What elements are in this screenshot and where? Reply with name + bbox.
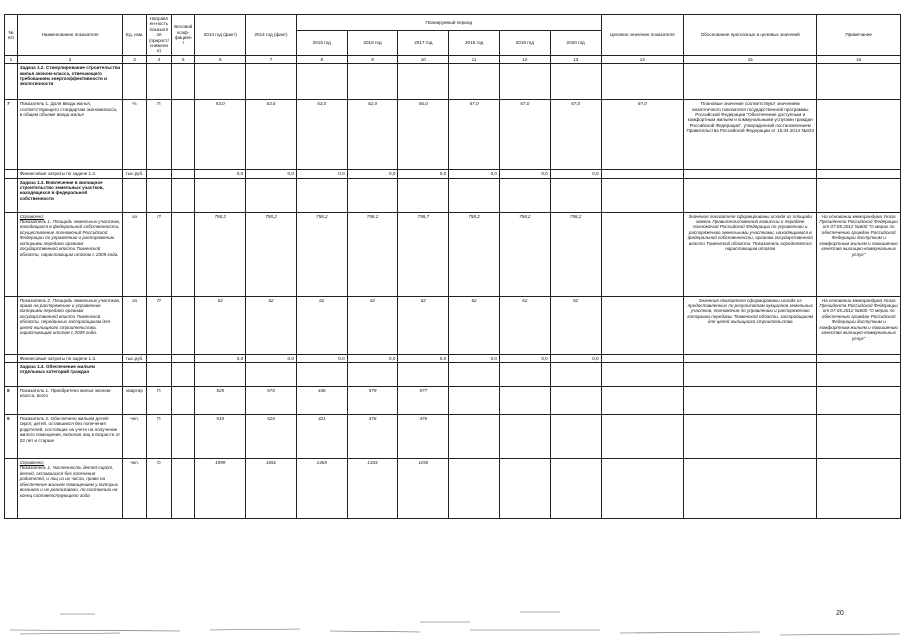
value-2017: 577 — [398, 387, 449, 415]
colnum: 10 — [398, 55, 449, 63]
direction: П — [146, 212, 171, 296]
finance-row — [5, 170, 901, 178]
value-2015: 321 — [296, 415, 347, 459]
header-justification: Обоснование прогнозных и целевых значений — [684, 15, 817, 56]
fin-2020: 0,0 — [550, 354, 601, 362]
header-name: Наименование показателя — [17, 15, 123, 56]
table-row — [5, 212, 901, 296]
value-2016: 478 — [347, 415, 398, 459]
colnum: 12 — [499, 55, 550, 63]
colnum: 15 — [684, 55, 817, 63]
header-2015: 2015 год — [296, 31, 347, 56]
colnum: 5 — [172, 55, 195, 63]
header-2017: 2017 год — [398, 31, 449, 56]
colnum: 14 — [601, 55, 684, 63]
justification: Значения показателя сформированы исходя из предоставленных по результатам аукционов земельных участков, полномочия по управлению и распоряжению которыми переданы Тюменской области, застройщикам для целей жилищного строительства — [684, 296, 817, 354]
value-2019: 67,0 — [499, 100, 550, 170]
value-2013: 758,2 — [195, 212, 246, 296]
justification: Значения показателя сформированы исходя из площади земель Правительственной комиссии о передаче полномочий Российской Федерации по управлению и распоряжению земельными участками, находящимися в федеральной собственности, органам государственной власти Тюменской области. Показатель определяется нарастающим итогом — [684, 212, 817, 296]
unit: тыс.руб. — [123, 354, 146, 362]
row-num: 7 — [5, 100, 18, 170]
table-row — [5, 100, 901, 170]
reference-label: Справочно: — [19, 460, 45, 466]
fin-2016: 0,0 — [347, 354, 398, 362]
finance-label: Финансовые затраты по задаче 1.2. — [17, 170, 123, 178]
value-2013: 1999 — [195, 459, 246, 519]
finance-row — [5, 354, 901, 362]
header-2014: 2014 год (факт) — [246, 15, 297, 56]
target-value: 67,0 — [601, 100, 684, 170]
colnum: 11 — [449, 55, 500, 63]
fin-2013: 0,0 — [195, 170, 246, 178]
header-2018: 2018 год — [449, 31, 500, 56]
value-2015: 63,0 — [296, 100, 347, 170]
direction: О — [146, 459, 171, 519]
header-planned: Планируемый период — [296, 15, 601, 31]
value-2018: 67,0 — [449, 100, 500, 170]
value-2018: 62 — [449, 296, 500, 354]
colnum: 1 — [5, 55, 18, 63]
colnum: 2 — [17, 55, 123, 63]
value-2016: 758,2 — [347, 212, 398, 296]
indicator-name: Показатель 1. Доля ввода жилья, соответствующего стандартам экономкласса, в общем объеме ввода жилья — [17, 100, 123, 170]
header-note: Примечание — [817, 15, 901, 56]
value-2020: 758,2 — [550, 212, 601, 296]
indicators-table — [4, 14, 901, 519]
direction: П — [146, 415, 171, 459]
row-num: 9 — [5, 415, 18, 459]
value-2015: 758,2 — [296, 212, 347, 296]
value-2017: 758,7 — [398, 212, 449, 296]
note: На основании меморандума Указа Президента Российской Федерации от 07.05.2012 №600 "О мерах по обеспечению граждан Российской Федерации доступным и комфортным жильем и повышению качества жилищно-коммунальных услуг" — [817, 212, 901, 296]
value-2014: 524 — [246, 415, 297, 459]
column-numbers-row — [5, 55, 901, 63]
value-2013: 62 — [195, 296, 246, 354]
fin-2020: 0,0 — [550, 170, 601, 178]
header-direction: Направлен-ность показателя (прирост/снижение) — [146, 15, 171, 56]
header-2013: 2013 год (факт) — [195, 15, 246, 56]
value-2020: 67,0 — [550, 100, 601, 170]
header-2019: 2019 год — [499, 31, 550, 56]
fin-2016: 0,0 — [347, 170, 398, 178]
task-1-3-title: Задача 1.3. Вовлечение в жилищное строительство земельных участков, находящихся в федеральной собственности — [17, 178, 123, 212]
unit: % — [123, 100, 146, 170]
fin-2014: 0,0 — [246, 170, 297, 178]
header-weight: Весовой коэф-фициент — [172, 15, 195, 56]
reference-label: Справочно: — [19, 213, 45, 219]
indicator-name: Показатель 1. Приобретено жилья эконом-класса, всего — [17, 387, 123, 415]
value-2017: 1155 — [398, 459, 449, 519]
colnum: 7 — [246, 55, 297, 63]
unit: чел. — [123, 459, 146, 519]
colnum: 3 — [123, 55, 146, 63]
fin-2014: 0,0 — [246, 354, 297, 362]
task-row — [5, 64, 901, 100]
colnum: 8 — [296, 55, 347, 63]
value-2016: 62 — [347, 296, 398, 354]
value-2017: 56,0 — [398, 100, 449, 170]
value-2013: 525 — [195, 387, 246, 415]
value-2014: 574 — [246, 387, 297, 415]
header-row-1 — [5, 15, 901, 31]
fin-2017: 0,0 — [398, 354, 449, 362]
fin-2018: 0,0 — [449, 170, 500, 178]
value-2016: 62,0 — [347, 100, 398, 170]
task-1-4-title: Задача 1.4. Обеспечение жильем отдельных категорий граждан — [17, 363, 123, 387]
value-2015: 62 — [296, 296, 347, 354]
unit: тыс.руб. — [123, 170, 146, 178]
table-row — [5, 296, 901, 354]
value-2014: 1651 — [246, 459, 297, 519]
value-2014: 63,6 — [246, 100, 297, 170]
colnum: 13 — [550, 55, 601, 63]
indicators-table-sheet — [4, 14, 901, 519]
direction: П — [146, 100, 171, 170]
justification: Плановые значения соответствуют значениям аналогичного показателя государственной программы Российской Федерации "Обеспечение доступным и комфортным жильем и коммунальными услугами граждан Российской Федерации", утвержденной постановлением Правительства Российской Федерации от 15.04.2014 №323 — [684, 100, 817, 170]
colnum: 6 — [195, 55, 246, 63]
value-2013: 510 — [195, 415, 246, 459]
unit: га — [123, 212, 146, 296]
note: На основании меморандума Указа Президента Российской Федерации от 07.05.2012 №600 "О мерах по обеспечению граждан Российской Федерации доступным и комфортным жильем и повышению качества жилищно-коммунальных услуг" — [817, 296, 901, 354]
value-2016: 1334 — [347, 459, 398, 519]
value-2019: 62 — [499, 296, 550, 354]
fin-2015: 0,0 — [296, 354, 347, 362]
value-2015: 446 — [296, 387, 347, 415]
task-1-2-title: Задача 1.2. Стимулирование строительства жилья эконом-класса, отвечающего требованиям энергоэффективности и экологичности — [17, 64, 123, 100]
unit: квартир — [123, 387, 146, 415]
task-row — [5, 178, 901, 212]
value-2017: 476 — [398, 415, 449, 459]
table-row — [5, 387, 901, 415]
value-2016: 579 — [347, 387, 398, 415]
value-2014: 62 — [246, 296, 297, 354]
value-2020: 62 — [550, 296, 601, 354]
table-row — [5, 415, 901, 459]
indicator-name: Показатель 1. Численность детей-сирот, детей, оставшихся без попечения родителей, и лиц из их числа, право на обеспечение жильем помещением у которых возникло и не реализовано, по состоянию на конец соответствующего года — [19, 465, 119, 498]
colnum: 4 — [146, 55, 171, 63]
value-2014: 758,2 — [246, 212, 297, 296]
fin-2017: 0,0 — [398, 170, 449, 178]
fin-2019: 0,0 — [499, 354, 550, 362]
value-2018: 758,2 — [449, 212, 500, 296]
header-target: Целевое значение показателя — [601, 15, 684, 56]
row-num: 8 — [5, 387, 18, 415]
header-2016: 2016 год — [347, 31, 398, 56]
indicator-name: Показатель 2. Площадь земельных участков, право на распоряжение и управление которыми передано органам государственной власти Тюменской области, переданных застройщикам для целей жилищного строительства, нарастающим итогом с 2009 года. — [17, 296, 123, 354]
value-2017: 62 — [398, 296, 449, 354]
value-2013: 53,0 — [195, 100, 246, 170]
task-row — [5, 363, 901, 387]
header-2020: 2020 год — [550, 31, 601, 56]
unit: чел. — [123, 415, 146, 459]
indicator-name: Показатель 1. Площадь земельных участков, находящихся в федеральной собственности, осуществление полномочий Российской Федерации по управлению и распоряжению которыми передано органам государственной власти Тюменской области, нарастающим итогом с 2009 года. — [19, 219, 121, 257]
direction: П — [146, 296, 171, 354]
value-2015: 1465 — [296, 459, 347, 519]
fin-2013: 0,0 — [195, 354, 246, 362]
indicator-name: Показатель 2. Обеспечено жильем детей-сирот, детей, оставшихся без попечения родителей, состоящих на учете на получение жилого помещения, включая лиц в возрасте от 23 лет и старше — [17, 415, 123, 459]
header-num: № п/п — [5, 15, 18, 56]
finance-label: Финансовые затраты по задаче 1.3. — [17, 354, 123, 362]
page-number: 20 — [836, 610, 844, 617]
header-unit: Ед. изм. — [123, 15, 146, 56]
unit: га — [123, 296, 146, 354]
fin-2015: 0,0 — [296, 170, 347, 178]
fin-2018: 0,0 — [449, 354, 500, 362]
value-2019: 758,2 — [499, 212, 550, 296]
colnum: 9 — [347, 55, 398, 63]
table-row — [5, 459, 901, 519]
colnum: 16 — [817, 55, 901, 63]
direction: П — [146, 387, 171, 415]
scan-artifacts — [0, 600, 905, 640]
fin-2019: 0,0 — [499, 170, 550, 178]
